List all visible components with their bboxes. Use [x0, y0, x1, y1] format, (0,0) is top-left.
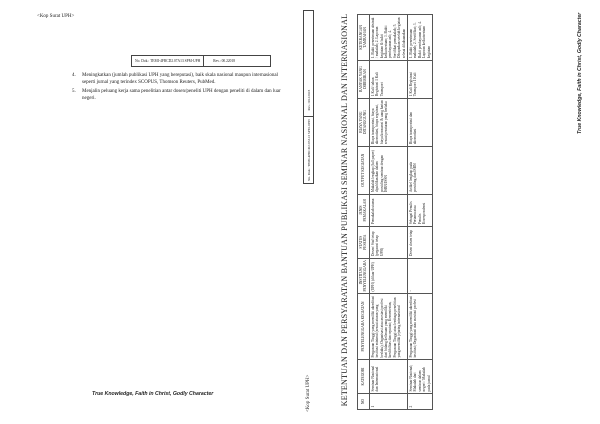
- table-title: KETENTUAN DAN PERSYARATAN BANTUAN PUBLIKASI SEMINAR NASIONAL DAN INTERNASIONAL: [340, 13, 349, 407]
- list-item-text: Menjalin peluang kerja sama penelitian antar dosen/peneliti UPH dengan peneliti di dalam dan luar negeri.: [82, 89, 281, 101]
- cell-no: 1: [369, 394, 407, 410]
- table-row: [408, 15, 433, 410]
- letterhead-placeholder: <Kop Surat UPH>: [306, 374, 311, 412]
- document-number-box: [303, 10, 314, 184]
- cell-biaya: Biaya transportasi, biaya akomodasi, biaya registrasi, biaya konsumsi & uang harian sesuai peraturan yang berlaku: [369, 98, 407, 146]
- list-item-text: Meningkatkan (jumlah publikasi UPH yang bereputasi), baik skala nasional maupun internasional seperti jurnal yang terindex SCOPUS, Thomson Reuters, PubMed.: [82, 73, 278, 85]
- column-header: STATUS PESERTA: [358, 226, 370, 258]
- document-number: No. Dok.: TEMI-4FRCD2.07A13 SPM-UPH: [135, 59, 201, 63]
- cell-output: Artikel lengkap pada prosiding dan ISBN: [408, 146, 433, 194]
- cell-status: Dosen dosen tetap: [408, 226, 433, 258]
- cell-banyak: 1 Kali/ tahun Registrasi 1 Kali Transport: [369, 60, 407, 98]
- cell-jenis: Pemakalah utama: [369, 194, 407, 226]
- cell-biaya: Biaya transportasi dan akomodasi: [408, 98, 433, 146]
- divider: [304, 112, 313, 117]
- column-header: BIAYA YANG DITANGGUNG: [358, 98, 370, 146]
- column-header: KATEGORI: [358, 360, 370, 394]
- rotated-landscape-page: [300, 0, 600, 424]
- column-header: INSTITUSI PENYELENGGARA: [359, 260, 368, 292]
- divider: [203, 56, 210, 66]
- cell-penyelenggara: Perguruan Tinggi yang memiliki akreditasi institusi; Organisasi atau asosiasi profesi: [408, 294, 433, 360]
- cell-kategori: Seminar Nasional dan Internasional: [369, 360, 407, 394]
- cell-output: Makalah lengkap (full paper) dipublikasikan dalam prosiding seminar dengan ISBN/ISSN: [369, 146, 407, 194]
- column-header: OUTPUT KEGIATAN: [358, 146, 370, 194]
- list-item: [72, 72, 282, 86]
- table-header-row: [358, 15, 370, 410]
- column-header: JENIS PEMAKALAH: [358, 194, 370, 226]
- right-document-page: [300, 0, 600, 424]
- column-header: KETERANGAN TAMBAHAN: [358, 15, 370, 61]
- list-item: [72, 88, 282, 102]
- cell-banyak: 1 Kali Registrasi Transport 1 Kali: [408, 60, 433, 98]
- cell-institusi: -: [408, 258, 433, 293]
- cell-keterangan: 1. Bukti penerimaan makalah; 2. Sertifikat; 3. Bukti pembayaran asli; 4. Laporan keikutsertaan kegiatan: [408, 15, 433, 61]
- cell-institusi: (UPH) (diluar UPH): [369, 258, 407, 293]
- revision-number: Rev.: 00.22018: [213, 59, 236, 63]
- list-item-number: 5.: [72, 89, 76, 94]
- list-item-number: 4.: [72, 73, 76, 78]
- revision-number: Rev.: 00.22018: [306, 89, 311, 111]
- column-header: BANYAK YANG DIBERIKAN: [358, 60, 370, 98]
- letterhead-placeholder: <Kop Surat UPH>: [37, 14, 75, 19]
- cell-keterangan: 1. Bukti penerimaan abstrak / makalah; 2. Laporan kegiatan & bukti keikutsertaan; 3. Bukti pembayaran asli; 4. Sertifikat pemakalah; 5. Dibayarkan setelah kegiatan selesai dilaksanakan: [369, 15, 407, 61]
- numbered-list: [72, 72, 282, 104]
- column-header: NO: [358, 394, 370, 410]
- cell-kategori: Seminar Nasional; Makalah dari seminar dalam negeri / Makalah pada jurnal: [408, 360, 433, 394]
- cell-jenis: Sebagai Penulis Pertama atau Penulis Korespondensi: [408, 194, 433, 226]
- document-number-box: [131, 55, 271, 67]
- requirements-table: [357, 14, 433, 410]
- cell-no: 2: [408, 394, 433, 410]
- column-header: PENYELENGGARA KEGIATAN: [358, 294, 370, 360]
- cell-penyelenggara: Perguruan Tinggi yang memiliki akreditasi institusi minimal (sesuai aturan yang berlaku); Organisasi atau asosiasi profesi dari bidang keilmuan yang memiliki kredibilitas dan reputasi; Kementerian, Perguruan Tinggi atau lembaga penelitian yang memiliki jejaring internasional: [369, 294, 407, 360]
- page-footer-motto: True Knowledge, Faith in Christ, Godly Character: [92, 391, 214, 397]
- cell-status: Dosen/ Staf tetap (pegawai tetap UPH): [369, 226, 407, 258]
- document-number: No. Dok.: TEMI-4FRCD2.07A13 SPM-UPH: [306, 119, 311, 181]
- page-footer-motto: True Knowledge, Faith in Christ, Godly Character: [577, 12, 583, 134]
- table-row: [369, 15, 407, 410]
